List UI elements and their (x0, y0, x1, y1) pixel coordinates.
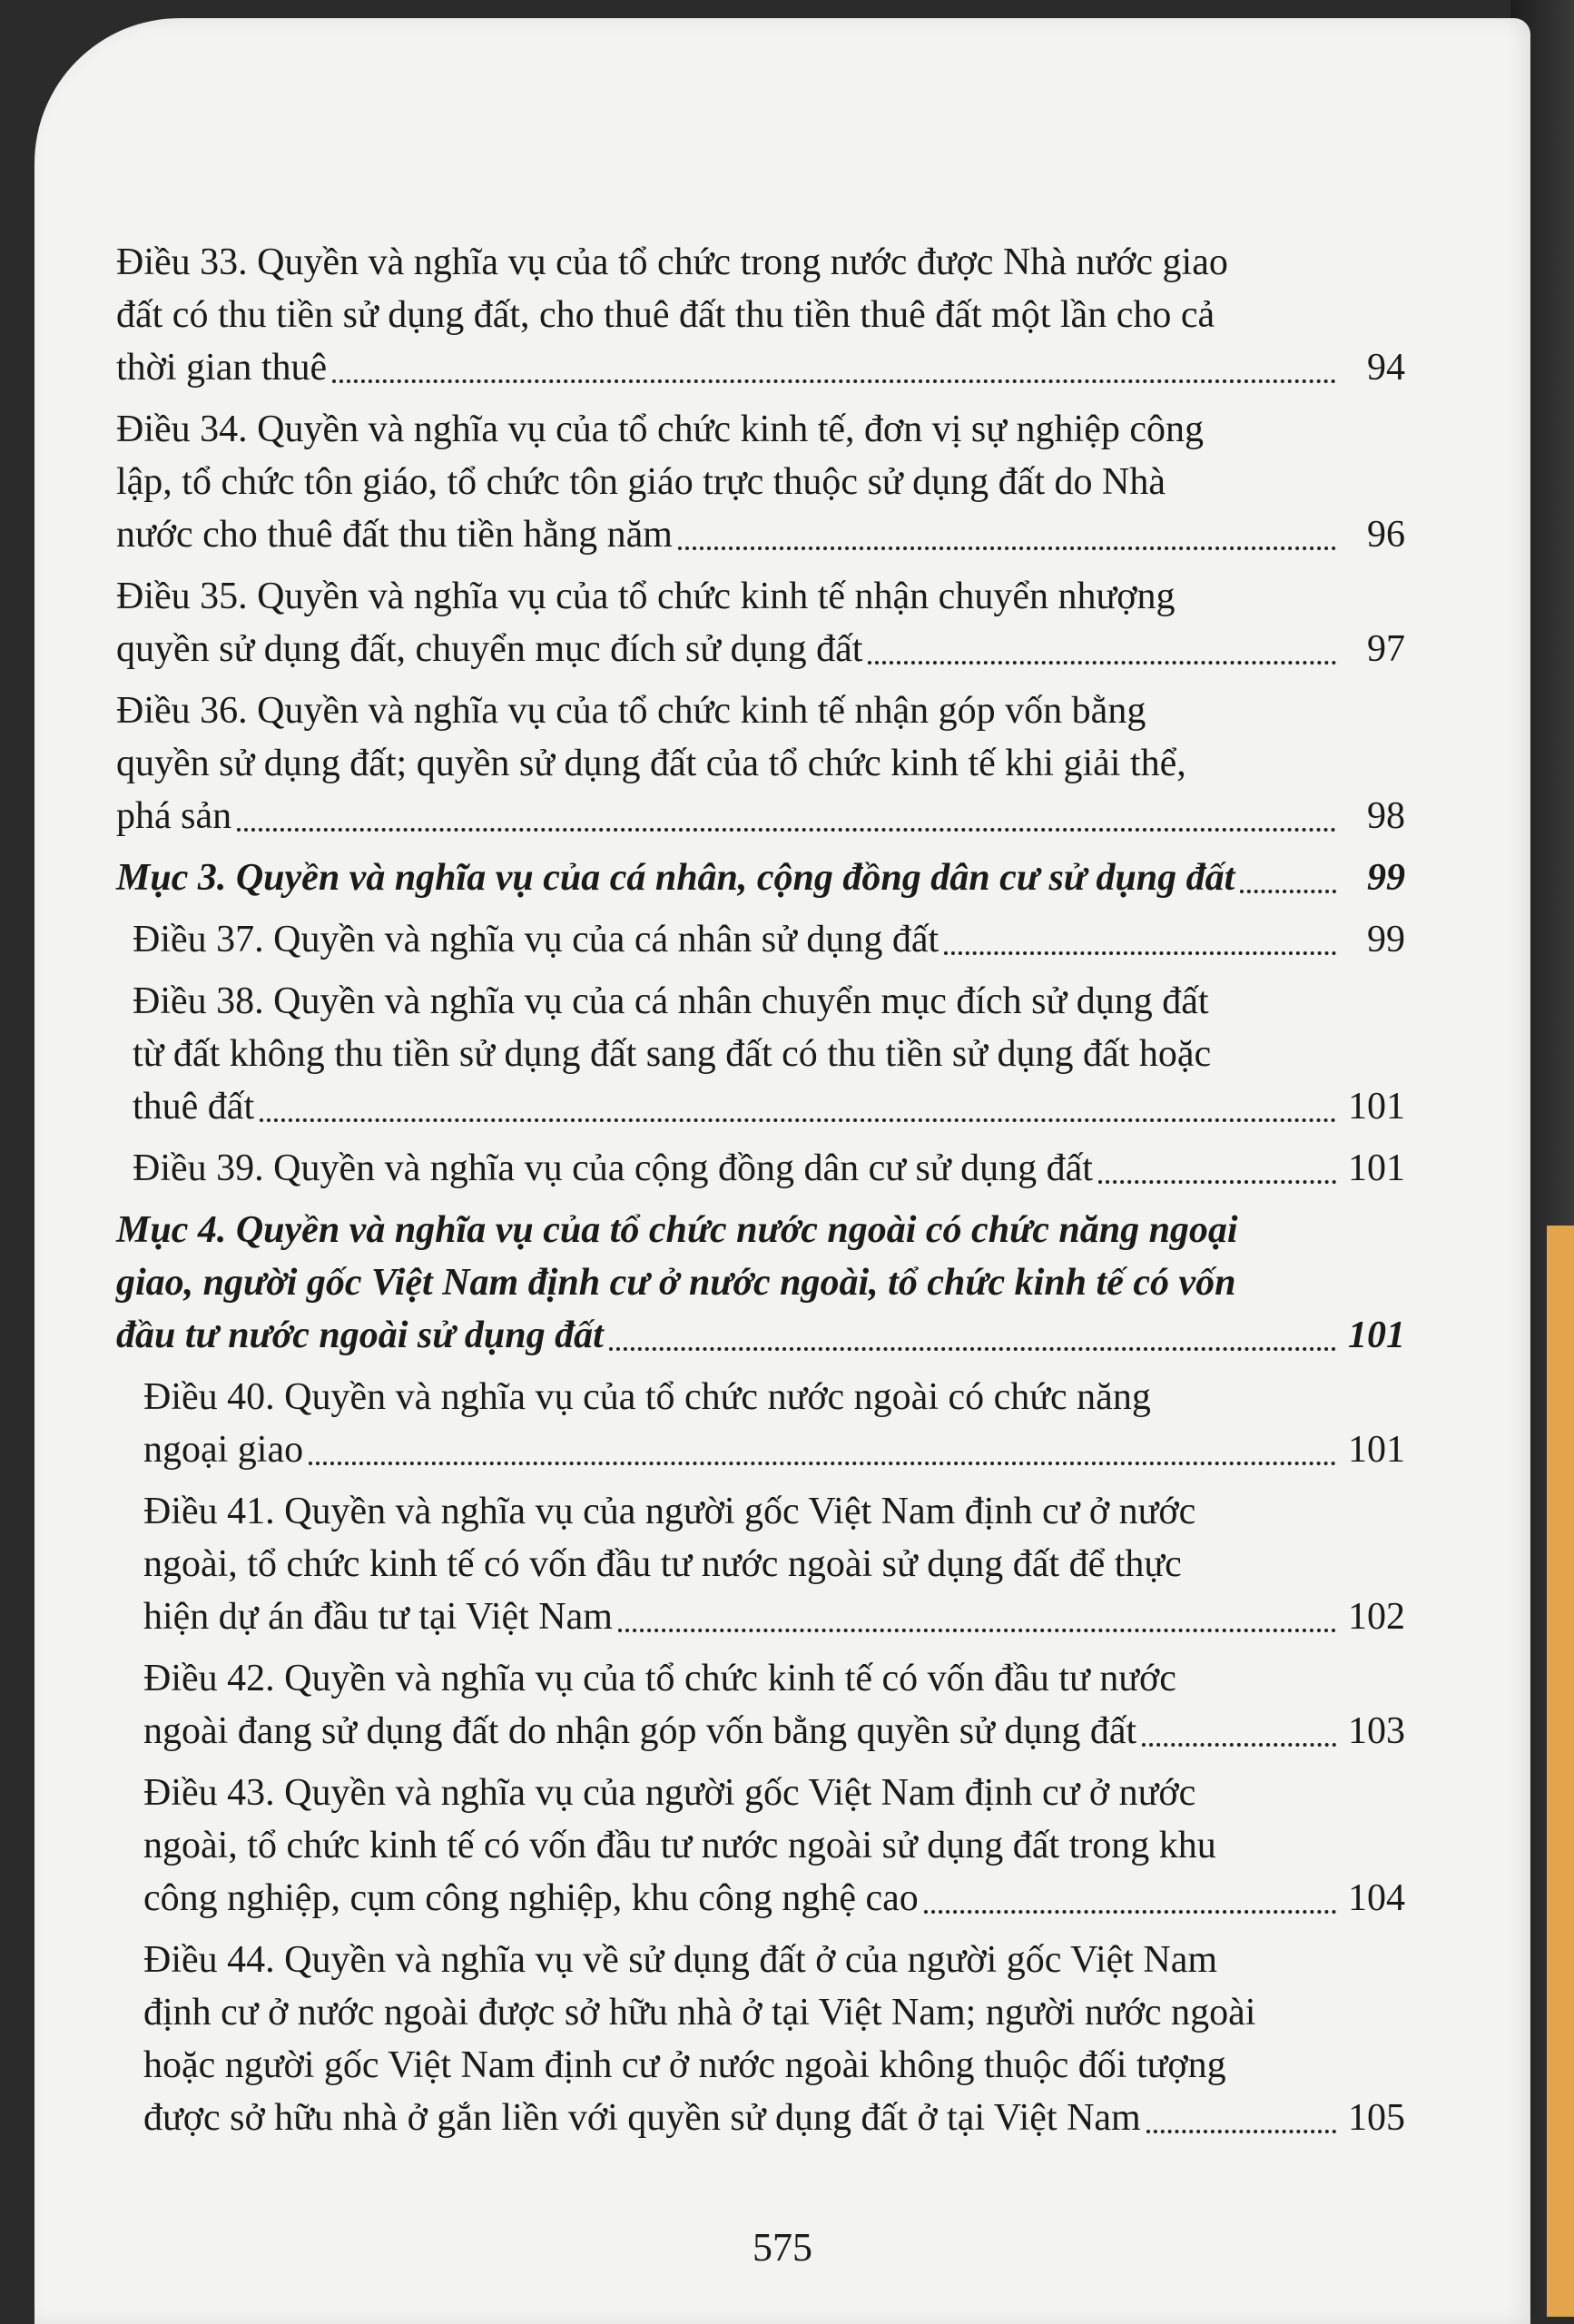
toc-line: hiện dự án đầu tư tại Việt Nam (143, 1596, 613, 1638)
toc-last-line (116, 341, 1405, 394)
toc-line: Điều 38. Quyền và nghĩa vụ của cá nhân chuyển mục đích sử dụng đất (133, 980, 1209, 1022)
toc-line: đầu tư nước ngoài sử dụng đất (116, 1315, 604, 1356)
toc-page-number: 99 (1367, 857, 1405, 899)
toc-last-line (133, 1142, 1405, 1195)
toc-page-number: 102 (1348, 1596, 1405, 1638)
toc-last-line (143, 1705, 1405, 1758)
toc-line: Điều 43. Quyền và nghĩa vụ của người gốc Việt Nam định cư ở nước (143, 1772, 1196, 1814)
toc-page-number: 99 (1367, 919, 1405, 960)
toc-line: Điều 37. Quyền và nghĩa vụ của cá nhân sử dụng đất (133, 919, 939, 960)
toc-page-number: 104 (1348, 1877, 1405, 1919)
leader-dots (868, 661, 1336, 665)
toc-last-line (143, 1872, 1405, 1925)
toc-page-number: 101 (1348, 1147, 1405, 1189)
toc-entry-dieu-36 (116, 684, 1405, 842)
background-orange-edge (1547, 1226, 1574, 2317)
toc-page-number: 101 (1348, 1086, 1405, 1128)
toc-line: Điều 36. Quyền và nghĩa vụ của tổ chức kinh tế nhận góp vốn bằng (116, 690, 1146, 732)
toc-line: giao, người gốc Việt Nam định cư ở nước ngoài, tổ chức kinh tế có vốn (116, 1262, 1236, 1304)
toc-last-line (116, 623, 1405, 675)
leader-dots (609, 1347, 1336, 1351)
toc-line: Điều 39. Quyền và nghĩa vụ của cộng đồng dân cư sử dụng đất (133, 1147, 1093, 1189)
toc-last-line (133, 913, 1405, 966)
toc-line: Điều 40. Quyền và nghĩa vụ của tổ chức nước ngoài có chức năng (143, 1376, 1151, 1418)
leader-dots (944, 951, 1336, 955)
toc-line: Điều 44. Quyền và nghĩa vụ về sử dụng đất ở của người gốc Việt Nam (143, 1939, 1218, 1981)
leader-dots (618, 1629, 1336, 1632)
leader-dots (1146, 2130, 1336, 2133)
toc-line: quyền sử dụng đất, chuyển mục đích sử dụng đất (116, 628, 863, 670)
toc-entry-dieu-41 (116, 1485, 1405, 1643)
leader-dots (237, 828, 1336, 832)
toc-last-line (116, 508, 1405, 561)
leader-dots (260, 1118, 1336, 1122)
toc-line: Điều 34. Quyền và nghĩa vụ của tổ chức kinh tế, đơn vị sự nghiệp công (116, 409, 1204, 450)
leader-dots (1142, 1743, 1336, 1747)
toc-line: Điều 41. Quyền và nghĩa vụ của người gốc Việt Nam định cư ở nước (143, 1491, 1196, 1532)
toc-line: Điều 33. Quyền và nghĩa vụ của tổ chức trong nước được Nhà nước giao (116, 241, 1228, 283)
toc-entry-dieu-38 (116, 975, 1405, 1133)
table-of-contents (116, 236, 1405, 2153)
toc-entry-dieu-42 (116, 1652, 1405, 1758)
toc-line: hoặc người gốc Việt Nam định cư ở nước ngoài không thuộc đối tượng (143, 2044, 1226, 2086)
toc-last-line (143, 2092, 1405, 2144)
toc-line: ngoài đang sử dụng đất do nhận góp vốn bằng quyền sử dụng đất (143, 1710, 1137, 1752)
toc-line: Mục 4. Quyền và nghĩa vụ của tổ chức nước ngoài có chức năng ngoại (116, 1209, 1238, 1251)
toc-line: quyền sử dụng đất; quyền sử dụng đất của tổ chức kinh tế khi giải thể, (116, 743, 1186, 784)
toc-entry-dieu-34 (116, 403, 1405, 561)
toc-page-number: 94 (1367, 347, 1405, 389)
leader-dots (309, 1462, 1336, 1465)
toc-line: Điều 42. Quyền và nghĩa vụ của tổ chức kinh tế có vốn đầu tư nước (143, 1658, 1176, 1699)
leader-dots (1098, 1180, 1336, 1184)
toc-page-number: 96 (1367, 514, 1405, 556)
toc-line: đất có thu tiền sử dụng đất, cho thuê đất thu tiền thuê đất một lần cho cả (116, 294, 1215, 336)
toc-last-line (116, 1309, 1405, 1362)
toc-last-line (116, 852, 1405, 904)
toc-entry-dieu-39 (116, 1142, 1405, 1195)
toc-page-number: 98 (1367, 795, 1405, 837)
toc-last-line (116, 790, 1405, 842)
toc-line: phá sản (116, 795, 232, 837)
toc-entry-dieu-44 (116, 1934, 1405, 2144)
toc-line: thời gian thuê (116, 347, 328, 389)
toc-entry-dieu-43 (116, 1767, 1405, 1925)
toc-line: Điều 35. Quyền và nghĩa vụ của tổ chức kinh tế nhận chuyển nhượng (116, 576, 1176, 617)
toc-line: ngoài, tổ chức kinh tế có vốn đầu tư nước ngoài sử dụng đất trong khu (143, 1825, 1216, 1866)
toc-line: từ đất không thu tiền sử dụng đất sang đất có thu tiền sử dụng đất hoặc (133, 1033, 1212, 1075)
toc-line: lập, tổ chức tôn giáo, tổ chức tôn giáo trực thuộc sử dụng đất do Nhà (116, 461, 1166, 503)
toc-page-number: 97 (1367, 628, 1405, 670)
leader-dots (924, 1910, 1336, 1914)
toc-line: thuê đất (133, 1086, 255, 1128)
leader-dots (1240, 890, 1336, 893)
toc-line: nước cho thuê đất thu tiền hằng năm (116, 514, 673, 556)
toc-line: được sở hữu nhà ở gắn liền với quyền sử dụng đất ở tại Việt Nam (143, 2097, 1141, 2139)
toc-entry-dieu-35 (116, 570, 1405, 675)
book-page (34, 18, 1530, 2324)
toc-entry-dieu-37 (116, 913, 1405, 966)
toc-page-number: 105 (1348, 2097, 1405, 2139)
toc-line: ngoài, tổ chức kinh tế có vốn đầu tư nước ngoài sử dụng đất để thực (143, 1543, 1182, 1585)
toc-page-number: 101 (1348, 1429, 1405, 1471)
leader-dots (678, 547, 1336, 550)
toc-last-line (133, 1080, 1405, 1133)
toc-page-number: 101 (1348, 1315, 1405, 1356)
toc-line: định cư ở nước ngoài được sở hữu nhà ở tại Việt Nam; người nước ngoài (143, 1992, 1256, 2034)
leader-dots (332, 379, 1336, 383)
toc-line: Mục 3. Quyền và nghĩa vụ của cá nhân, cộng đồng dân cư sử dụng đất (116, 857, 1235, 899)
toc-section-muc-4 (116, 1204, 1405, 1362)
toc-page-number: 103 (1348, 1710, 1405, 1752)
page-number: 575 (753, 2225, 812, 2270)
toc-line: công nghiệp, cụm công nghiệp, khu công nghệ cao (143, 1877, 919, 1919)
toc-last-line (143, 1423, 1405, 1476)
toc-last-line (143, 1590, 1405, 1643)
toc-section-muc-3 (116, 852, 1405, 904)
toc-line: ngoại giao (143, 1429, 304, 1471)
toc-entry-dieu-40 (116, 1371, 1405, 1476)
toc-entry-dieu-33 (116, 236, 1405, 394)
